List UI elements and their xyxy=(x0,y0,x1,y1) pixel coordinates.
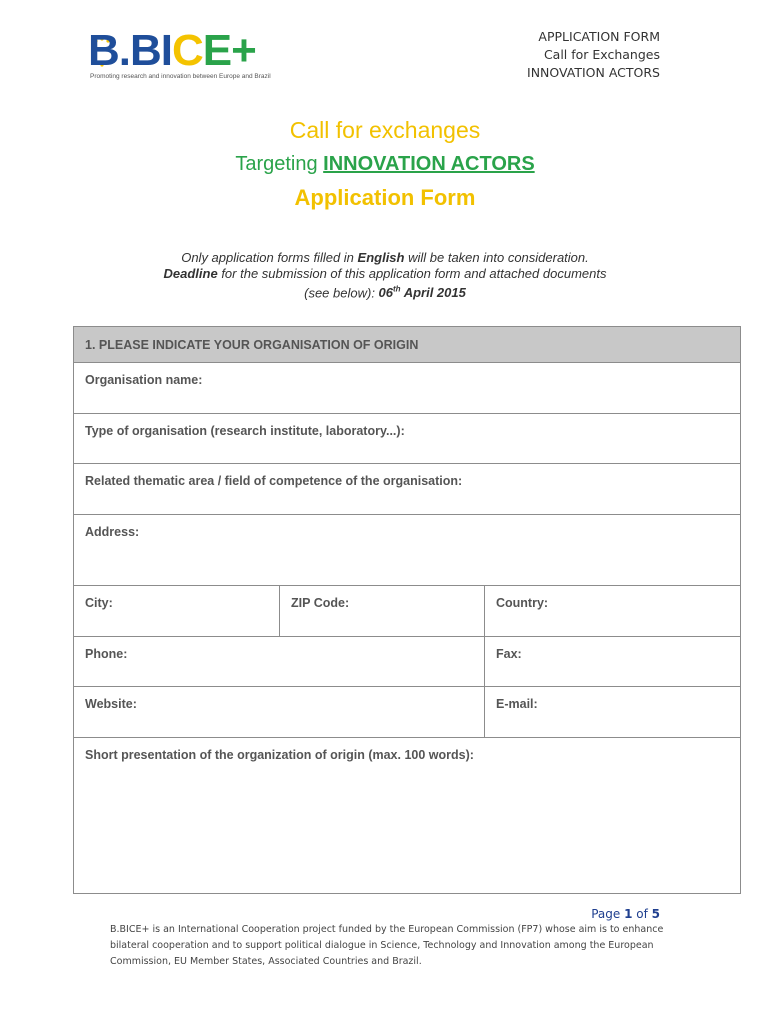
city-field[interactable]: City: xyxy=(85,596,113,610)
logo-wordmark: B.BICE+ xyxy=(88,26,256,75)
phone-field[interactable]: Phone: xyxy=(85,647,128,661)
thematic-area-field[interactable]: Related thematic area / field of competence of the organisation: xyxy=(85,474,463,488)
address-field[interactable]: Address: xyxy=(85,525,140,539)
intro-text: Only application forms filled in English will be taken into consideration. Deadline for the submission of this application form and attached documents (see below): 06th April 2015 xyxy=(163,250,607,301)
logo-tagline: Promoting research and innovation between Europe and Brazil xyxy=(90,73,271,80)
call-title: Call for exchanges xyxy=(289,117,481,143)
fax-field[interactable]: Fax: xyxy=(484,637,740,686)
header-line-3: INNOVATION ACTORS xyxy=(527,65,660,80)
form-title: Application Form xyxy=(294,185,476,210)
org-type-field[interactable]: Type of organisation (research institute, laboratory...): xyxy=(85,424,405,438)
country-field[interactable]: Country: xyxy=(484,586,740,636)
header-line-1: APPLICATION FORM xyxy=(538,29,660,44)
section-header: 1. PLEASE INDICATE YOUR ORGANISATION OF ORIGIN xyxy=(74,327,740,362)
header-line-2: Call for Exchanges xyxy=(543,47,660,62)
org-name-field[interactable]: Organisation name: xyxy=(85,373,203,387)
email-field[interactable]: E-mail: xyxy=(484,687,740,737)
website-field[interactable]: Website: xyxy=(85,697,137,711)
targeting-title: Targeting INNOVATION ACTORS xyxy=(235,153,535,175)
bbice-logo xyxy=(88,26,320,84)
presentation-field[interactable]: Short presentation of the organization of origin (max. 100 words): xyxy=(85,748,474,762)
document-header xyxy=(527,28,660,82)
page-number: Page 1 of 5 xyxy=(591,907,660,921)
zip-code-field[interactable]: ZIP Code: xyxy=(279,586,484,636)
organisation-form xyxy=(73,326,741,894)
footer-text: B.BICE+ is an International Cooperation project funded by the European Commission (FP7) whose aim is to enhance bilateral cooperation and to support political dialogue in Science, Technology and Innovation among the European Commission, EU Member States, Associated Countries and Brazil. xyxy=(110,924,664,967)
